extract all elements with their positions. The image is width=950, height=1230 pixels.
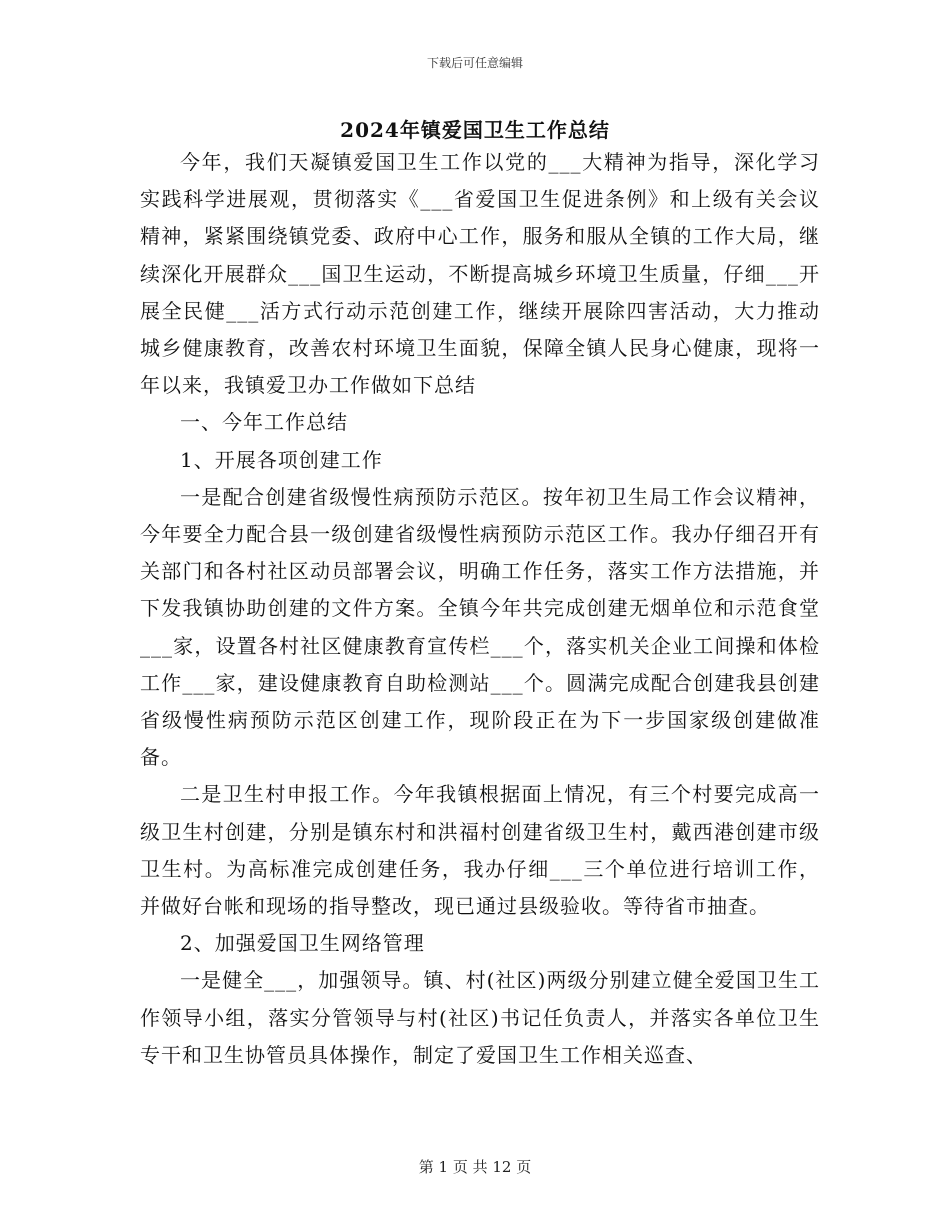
document-body: [140, 144, 820, 1074]
document-title: 2024年镇爱国卫生工作总结: [340, 118, 610, 142]
page-header-note: 下载后可任意编辑: [426, 56, 523, 70]
subsection-heading-1: 1、开展各项创建工作: [180, 447, 383, 472]
paragraph-intro: 今年，我们天凝镇爱国卫生工作以党的___大精神为指导，深化学习实践科学进展观，贯彻落实《___省爱国卫生促进条例》和上级有关会议精神，紧紧围绕镇党委、政府中心工作，服务和服从全镇的工作大局，继续深化开展群众___国卫生运动，不断提高城乡环境卫生质量，仔细___开展全民健___活方式行动示范创建工作，继续开展除四害活动，大力推动城乡健康教育，改善农村环境卫生面貌，保障全镇人民身心健康，现将一年以来，我镇爱卫办工作做如下总结: [140, 150, 820, 398]
paragraph-chronic-disease: 一是配合创建省级慢性病预防示范区。按年初卫生局工作会议精神，今年要全力配合县一级创建省级慢性病预防示范区工作。我办仔细召开有关部门和各村社区动员部署会议，明确工作任务，落实工作方法措施，并下发我镇协助创建的文件方案。全镇今年共完成创建无烟单位和示范食堂___家，设置各村社区健康教育宣传栏___个，落实机关企业工间操和体检工作___家，建设健康教育自助检测站___个。圆满完成配合创建我县创建省级慢性病预防示范区创建工作，现阶段正在为下一步国家级创建做准备。: [140, 484, 820, 770]
subsection-heading-2: 2、加强爱国卫生网络管理: [180, 931, 425, 956]
section-heading-1: 一、今年工作总结: [180, 410, 348, 435]
paragraph-network-management: 一是健全___，加强领导。镇、村(社区)两级分别建立健全爱国卫生工作领导小组，落实分管领导与村(社区)书记任负责人，并落实各单位卫生专干和卫生协管员具体操作，制定了爱国卫生工作相关巡查、: [140, 968, 820, 1067]
page-footer: 第 1 页 共 12 页: [418, 1158, 532, 1176]
paragraph-sanitary-village: 二是卫生村申报工作。今年我镇根据面上情况，有三个村要完成高一级卫生村创建，分别是镇东村和洪福村创建省级卫生村，戴西港创建市级卫生村。为高标准完成创建任务，我办仔细___三个单位进行培训工作，并做好台帐和现场的指导整改，现已通过县级验收。等待省市抽查。: [140, 782, 820, 919]
